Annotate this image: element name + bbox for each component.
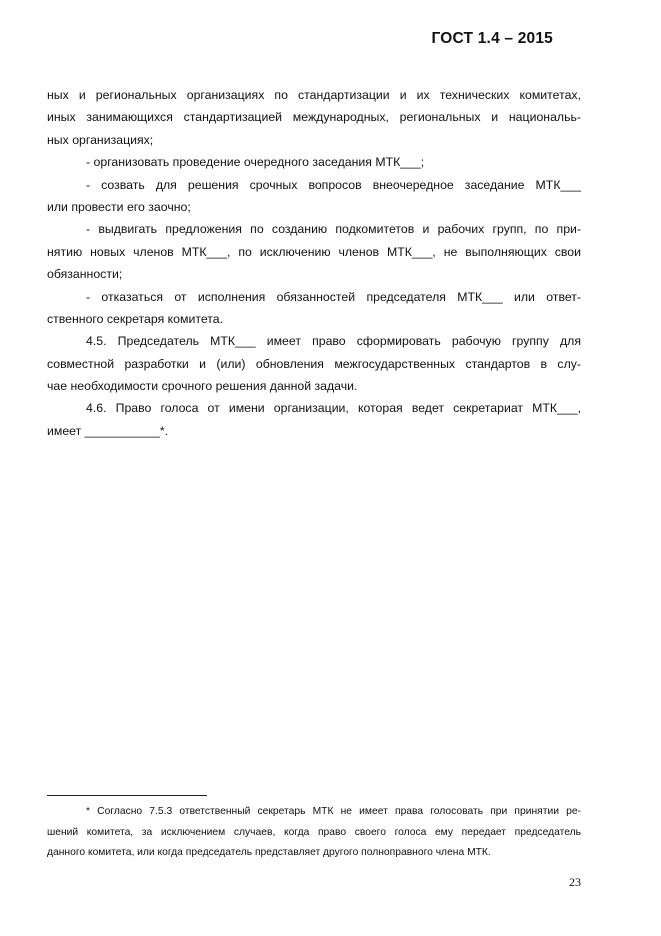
document-header: ГОСТ 1.4 – 2015 xyxy=(431,30,553,47)
body-line: обязанности; xyxy=(47,267,123,282)
body-line: ных и региональных организациях по стандартизации и их технических комитетах, xyxy=(47,88,581,102)
footnote-line: шений комитета, за исключением случаев, когда право своего голоса ему передает председатель xyxy=(47,826,581,838)
body-line: 4.5. Председатель МТК___ имеет право сформировать рабочую группу для xyxy=(86,334,581,349)
body-line: - организовать проведение очередного заседания МТК___; xyxy=(86,155,425,170)
footnote-line: * Согласно 7.5.3 ответственный секретарь МТК не имеет права голосовать при принятии ре- xyxy=(86,806,581,817)
document-body xyxy=(47,84,581,442)
body-line: совместной разработки и (или) обновления межгосударственных стандартов в слу- xyxy=(47,356,581,371)
body-line: ственного секретаря комитета. xyxy=(47,311,224,326)
body-line: имеет ___________*. xyxy=(47,423,169,438)
body-line: - отказаться от исполнения обязанностей председателя МТК___ или ответ- xyxy=(86,289,581,304)
body-line: иных занимающихся стандартизацией международных, региональных и национальь- xyxy=(47,110,581,125)
page-number: 23 xyxy=(569,875,581,889)
body-line: ных организациях; xyxy=(47,132,154,147)
body-line: или провести его заочно; xyxy=(47,199,191,214)
body-line: чае необходимости срочного решения данной задачи. xyxy=(47,379,358,394)
footnote-divider xyxy=(47,795,207,796)
body-line: - выдвигать предложения по созданию подкомитетов и рабочих групп, по при- xyxy=(86,222,581,237)
footnote-line: данного комитета, или когда председатель представляет другого полноправного члена МТК. xyxy=(47,847,491,858)
body-line: - созвать для решения срочных вопросов внеочередное заседание МТК___ xyxy=(86,177,581,192)
body-line: нятию новых членов МТК___, по исключению членов МТК___, не выполняющих свои xyxy=(47,244,581,259)
footnote xyxy=(47,802,581,864)
body-line: 4.6. Право голоса от имени организации, которая ведет секретариат МТК___, xyxy=(86,401,581,416)
